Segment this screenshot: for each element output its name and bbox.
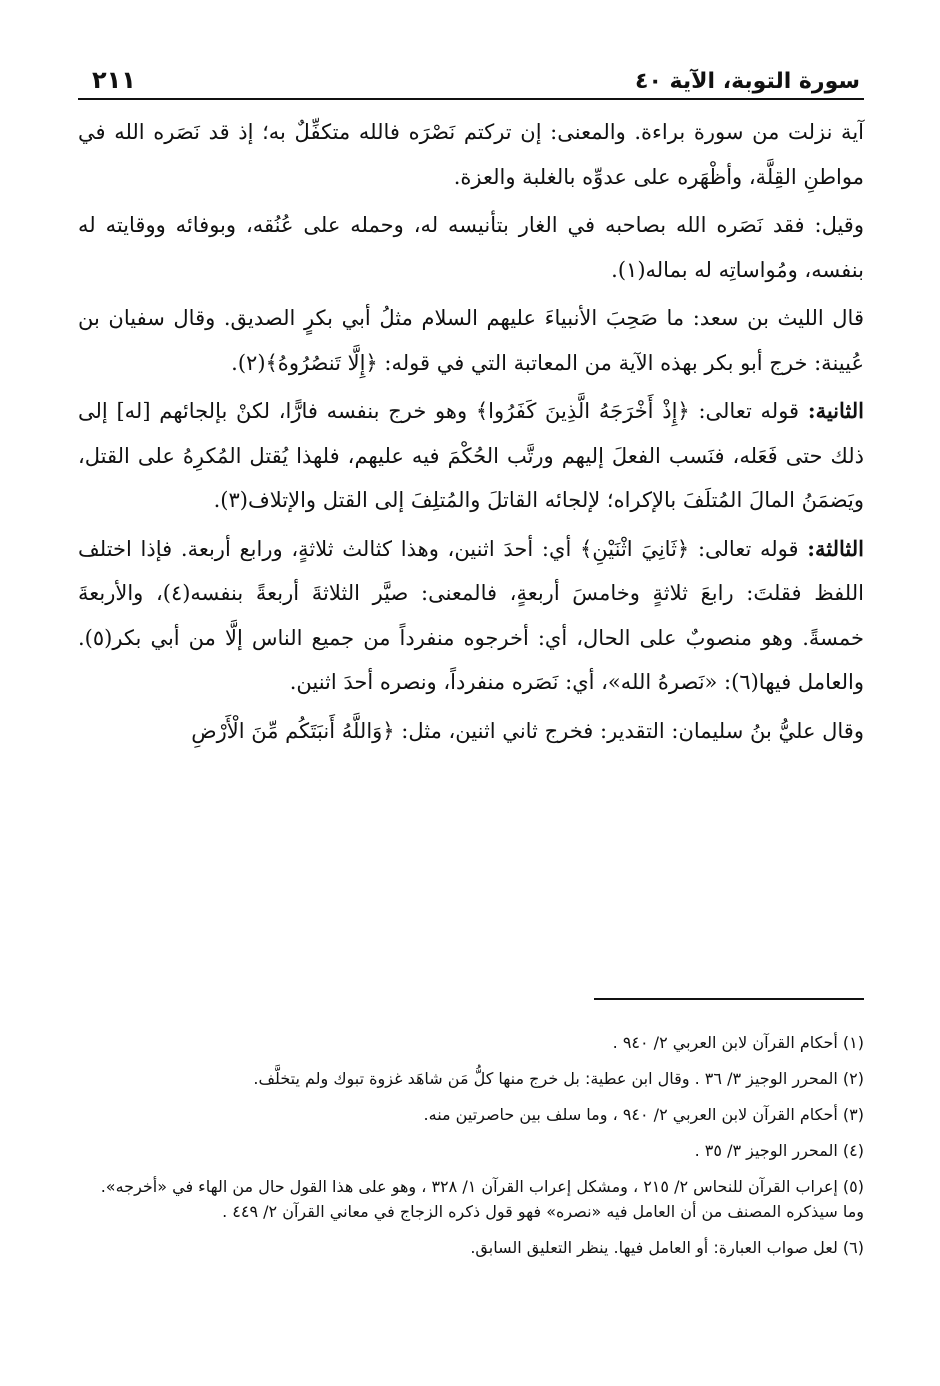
footnote: (٤) المحرر الوجيز ٣/ ٣٥ .: [694, 1141, 864, 1160]
section-lead: الثالثة:: [807, 535, 864, 561]
paragraph-text: وقال عليُّ بنُ سليمان: التقدير: فخرج ثاني اثنين، مثل: ﴿وَاللَّهُ أَنبَتَكُم مِّنَ الْأَرْضِ: [191, 718, 864, 743]
section-lead: الثانية:: [807, 398, 864, 423]
footnote: (٢) المحرر الوجيز ٣/ ٣٦ . وقال ابن عطية: بل خرج منها كلُّ مَن شاهَد غزوة تبوك ولم يتخلَّف.: [253, 1069, 864, 1088]
main-text: [78, 110, 864, 753]
footnote: (٦) لعل صواب العبارة: أو العامل فيها. ينظر التعليق السابق.: [470, 1238, 864, 1257]
paragraph-text: قوله تعالى: ﴿ثَانِيَ اثْنَيْنِ﴾ أي: أحدَ اثنين، وهذا كثالث ثلاثةٍ، ورابع أربعة. فإذا اختلف اللفظ فقلتَ: رابعَ ثلاثةٍ وخامسَ أربعةٍ، فالمعنى: صيَّر الثلاثةَ أربعةً بنفسه(٤)، والأربعةَ خمسةً. وهو منصوبٌ على الحال، أي: أخرجوه منفرداً من جميع الناس إلَّا من أبي بكر(٥). والعامل فيها(٦): «نَصرهُ الله»، أي: نَصَره منفرداً، ونصره أحدَ اثنين.: [78, 536, 864, 694]
footnote: (٣) أحكام القرآن لابن العربي ٢/ ٩٤٠ ، وما سلف بين حاصرتين منه.: [423, 1105, 864, 1124]
paragraph: [78, 203, 864, 292]
paragraph: [78, 709, 864, 754]
paragraph: [78, 296, 864, 385]
paragraph-text: آية نزلت من سورة براءة. والمعنى: إن تركتم نَصْرَه فالله متكفِّلٌ به؛ إذ قد نَصَره الله في مواطنِ القِلَّة، وأظْهَره على عدوِّه بالغلبة والعزة.: [78, 120, 864, 189]
paragraph-text: قال الليث بن سعد: ما صَحِبَ الأنبياءَ عليهم السلام مثلُ أبي بكرٍ الصديق. وقال سفيان بن عُيينة: خرج أبو بكر بهذه الآية من المعاتبة التي في قوله: ﴿إِلَّا تَنصُرُوهُ﴾(٢).: [78, 306, 864, 375]
running-header: [78, 62, 864, 100]
page-number: ٢١١: [92, 66, 136, 94]
paragraph: [78, 389, 864, 523]
running-title: سورة التوبة، الآية ٤٠: [635, 69, 860, 94]
paragraph: [78, 527, 864, 705]
footnote: (٥) إعراب القرآن للنحاس ٢/ ٢١٥ ، ومشكل إعراب القرآن ١/ ٣٢٨ ، وهو على هذا القول حال من الهاء في «أخرجه». وما سيذكره المصنف من أن العامل فيه «نصره» فهو قول ذكره الزجاج في معاني القرآن ٢/ ٤٤٩ .: [100, 1177, 864, 1221]
paragraph-text: قوله تعالى: ﴿إِذْ أَخْرَجَهُ الَّذِينَ كَفَرُوا﴾ وهو خرج بنفسه فارًّا، لكنْ بإلجائهم [له] إلى ذلك حتى فَعَله، فنَسب الفعلَ إليهم ورتَّب الحُكْمَ فيه عليهم، فلهذا يُقتل المُكرِهُ على القتل، ويَضمَنُ المالَ المُتلَفَ بالإكراه؛ لإلجائه القاتلَ والمُتلِفَ إلى القتل والإتلاف(٣).: [78, 399, 864, 512]
paragraph: [78, 110, 864, 199]
page: [78, 62, 864, 757]
footnote-divider: [594, 998, 864, 1000]
footnotes: [78, 998, 864, 1271]
paragraph-text: وقيل: فقد نَصَره الله بصاحبه في الغار بتأنيسه له، وحمله على عُنُقه، وبوفائه ووقايته له بنفسه، ومُواساتِه له بماله(١).: [78, 213, 864, 282]
footnote: (١) أحكام القرآن لابن العربي ٢/ ٩٤٠ .: [612, 1033, 864, 1052]
